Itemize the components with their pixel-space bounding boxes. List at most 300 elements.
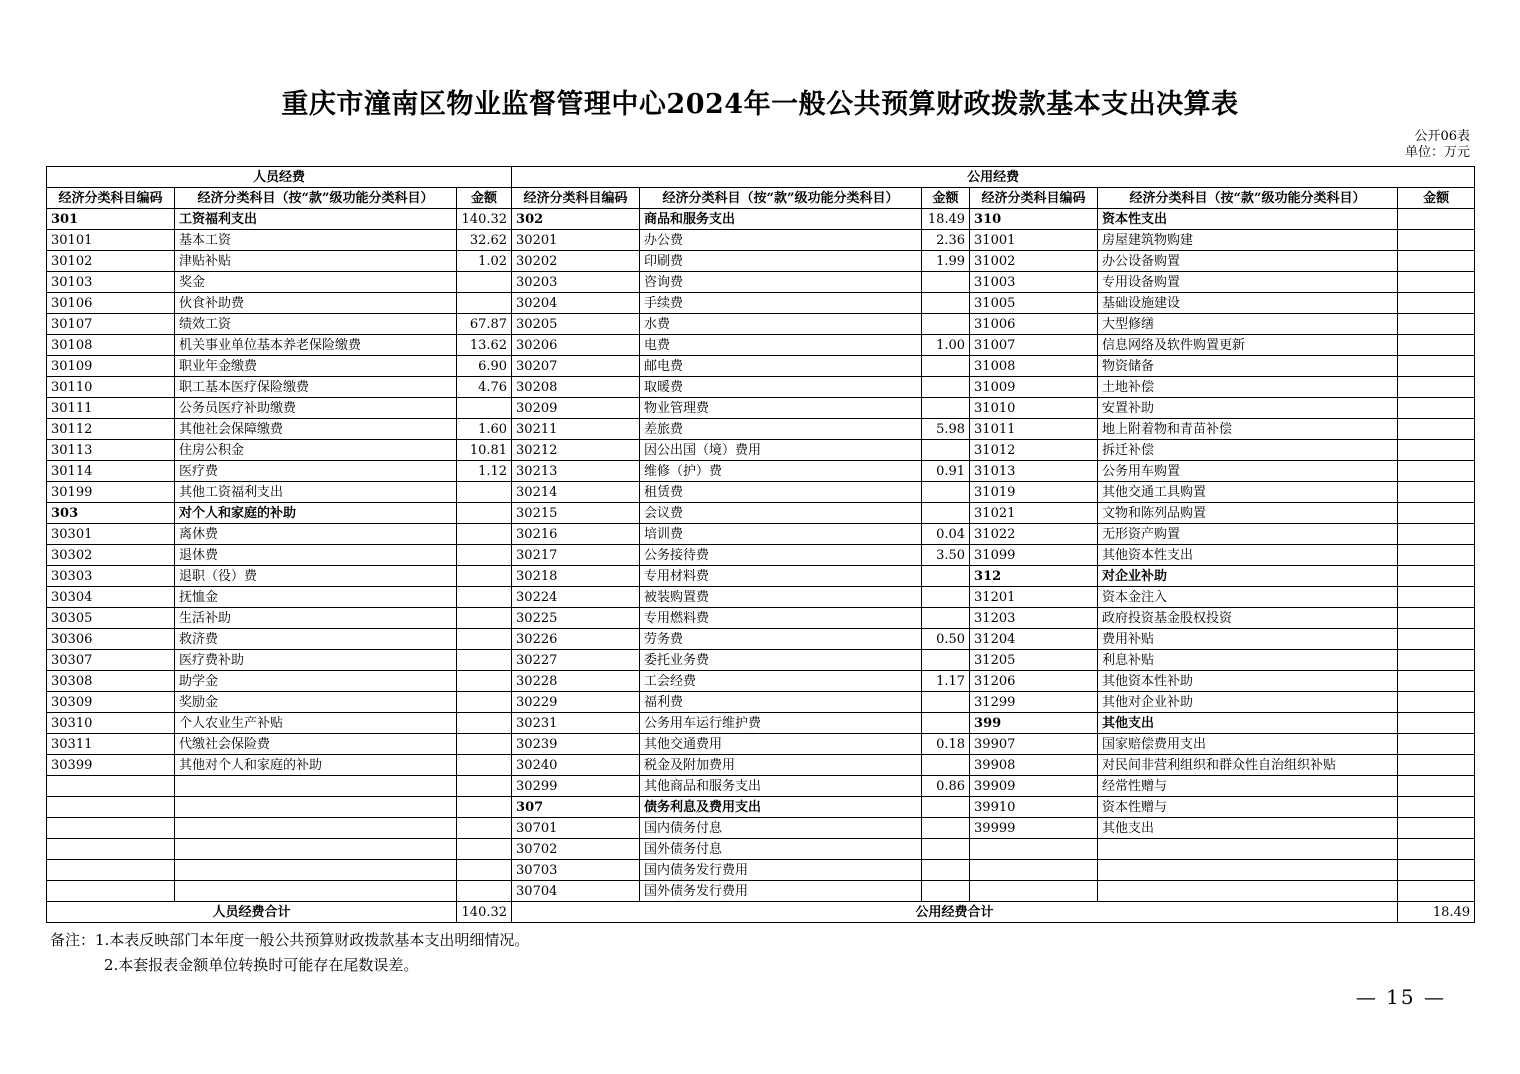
amount-cell <box>457 272 512 293</box>
name-cell: 维修（护）费 <box>640 461 922 482</box>
code-cell: 30311 <box>47 734 175 755</box>
amount-cell <box>1398 608 1475 629</box>
name-cell <box>1098 860 1398 881</box>
amount-cell <box>922 566 970 587</box>
code-cell: 30399 <box>47 755 175 776</box>
table-row <box>47 839 1475 860</box>
name-cell: 退职（役）费 <box>175 566 457 587</box>
code-cell: 31201 <box>970 587 1098 608</box>
table-row <box>47 650 1475 671</box>
amount-cell <box>922 314 970 335</box>
table-row <box>47 230 1475 251</box>
code-cell: 30214 <box>512 482 640 503</box>
amount-cell <box>1398 209 1475 230</box>
header-amount: 金额 <box>457 188 512 209</box>
page-number: — 15 — <box>1355 985 1446 1009</box>
code-cell <box>47 818 175 839</box>
code-cell: 30208 <box>512 377 640 398</box>
name-cell: 无形资产购置 <box>1098 524 1398 545</box>
name-cell: 退休费 <box>175 545 457 566</box>
amount-cell <box>457 293 512 314</box>
amount-cell <box>457 776 512 797</box>
code-cell: 30229 <box>512 692 640 713</box>
amount-cell: 6.90 <box>457 356 512 377</box>
code-cell: 30310 <box>47 713 175 734</box>
code-cell: 30111 <box>47 398 175 419</box>
amount-cell: 3.50 <box>922 545 970 566</box>
name-cell: 工资福利支出 <box>175 209 457 230</box>
code-cell: 39907 <box>970 734 1098 755</box>
code-cell: 30702 <box>512 839 640 860</box>
name-cell: 个人农业生产补贴 <box>175 713 457 734</box>
table-number: 公开06表 <box>1414 129 1470 144</box>
code-cell: 30239 <box>512 734 640 755</box>
table-row <box>47 419 1475 440</box>
table-row <box>47 209 1475 230</box>
amount-cell: 32.62 <box>457 230 512 251</box>
code-cell <box>47 797 175 818</box>
table-row <box>47 608 1475 629</box>
amount-cell <box>1398 692 1475 713</box>
code-cell: 31005 <box>970 293 1098 314</box>
name-cell: 国外债务付息 <box>640 839 922 860</box>
amount-cell <box>922 377 970 398</box>
amount-cell: 1.60 <box>457 419 512 440</box>
name-cell <box>175 818 457 839</box>
code-cell: 31006 <box>970 314 1098 335</box>
name-cell: 资本金注入 <box>1098 587 1398 608</box>
name-cell: 地上附着物和青苗补偿 <box>1098 419 1398 440</box>
name-cell: 水费 <box>640 314 922 335</box>
name-cell: 拆迁补偿 <box>1098 440 1398 461</box>
name-cell <box>1098 881 1398 902</box>
amount-cell: 0.18 <box>922 734 970 755</box>
name-cell: 信息网络及软件购置更新 <box>1098 335 1398 356</box>
code-cell: 30206 <box>512 335 640 356</box>
amount-cell: 0.04 <box>922 524 970 545</box>
code-cell: 30106 <box>47 293 175 314</box>
name-cell: 商品和服务支出 <box>640 209 922 230</box>
header-name: 经济分类科目（按“款”级功能分类科目） <box>175 188 457 209</box>
table-row <box>47 776 1475 797</box>
code-cell: 30304 <box>47 587 175 608</box>
name-cell: 伙食补助费 <box>175 293 457 314</box>
name-cell: 国内债务付息 <box>640 818 922 839</box>
name-cell: 劳务费 <box>640 629 922 650</box>
name-cell: 安置补助 <box>1098 398 1398 419</box>
code-cell: 30209 <box>512 398 640 419</box>
table-row <box>47 692 1475 713</box>
amount-cell <box>1398 419 1475 440</box>
name-cell: 取暖费 <box>640 377 922 398</box>
name-cell: 其他交通费用 <box>640 734 922 755</box>
amount-cell <box>457 671 512 692</box>
amount-cell <box>1398 545 1475 566</box>
amount-cell: 5.98 <box>922 419 970 440</box>
code-cell <box>970 839 1098 860</box>
code-cell: 30112 <box>47 419 175 440</box>
name-cell: 对企业补助 <box>1098 566 1398 587</box>
amount-cell <box>1398 818 1475 839</box>
code-cell: 30703 <box>512 860 640 881</box>
code-cell: 30107 <box>47 314 175 335</box>
name-cell: 大型修缮 <box>1098 314 1398 335</box>
name-cell: 公务用车运行维护费 <box>640 713 922 734</box>
code-cell <box>47 839 175 860</box>
amount-cell: 2.36 <box>922 230 970 251</box>
name-cell: 手续费 <box>640 293 922 314</box>
amount-cell: 140.32 <box>457 209 512 230</box>
code-cell: 31010 <box>970 398 1098 419</box>
name-cell: 公务员医疗补助缴费 <box>175 398 457 419</box>
name-cell: 培训费 <box>640 524 922 545</box>
amount-cell: 1.12 <box>457 461 512 482</box>
name-cell: 债务利息及费用支出 <box>640 797 922 818</box>
amount-cell <box>1398 713 1475 734</box>
code-cell: 31299 <box>970 692 1098 713</box>
code-cell: 30204 <box>512 293 640 314</box>
amount-cell <box>1398 734 1475 755</box>
name-cell: 房屋建筑物购建 <box>1098 230 1398 251</box>
code-cell: 30201 <box>512 230 640 251</box>
name-cell <box>1098 839 1398 860</box>
table-row <box>47 377 1475 398</box>
name-cell: 其他资本性补助 <box>1098 671 1398 692</box>
amount-cell <box>922 398 970 419</box>
amount-cell: 4.76 <box>457 377 512 398</box>
name-cell: 资本性支出 <box>1098 209 1398 230</box>
code-cell: 39999 <box>970 818 1098 839</box>
amount-cell <box>1398 881 1475 902</box>
table-row <box>47 797 1475 818</box>
amount-cell <box>922 839 970 860</box>
amount-cell <box>457 839 512 860</box>
code-cell: 30110 <box>47 377 175 398</box>
name-cell: 职工基本医疗保险缴费 <box>175 377 457 398</box>
table-row <box>47 524 1475 545</box>
amount-cell <box>1398 461 1475 482</box>
public-total-value: 18.49 <box>1398 902 1475 923</box>
code-cell: 30301 <box>47 524 175 545</box>
name-cell: 印刷费 <box>640 251 922 272</box>
table-row <box>47 755 1475 776</box>
code-cell: 30308 <box>47 671 175 692</box>
code-cell: 30306 <box>47 629 175 650</box>
header-code: 经济分类科目编码 <box>970 188 1098 209</box>
note-2: 2.本套报表金额单位转换时可能存在尾数误差。 <box>104 956 419 974</box>
amount-cell <box>1398 251 1475 272</box>
amount-cell <box>457 566 512 587</box>
code-cell: 30108 <box>47 335 175 356</box>
code-cell: 39908 <box>970 755 1098 776</box>
name-cell: 离休费 <box>175 524 457 545</box>
code-cell: 303 <box>47 503 175 524</box>
amount-cell: 0.50 <box>922 629 970 650</box>
table-row <box>47 461 1475 482</box>
amount-cell: 1.02 <box>457 251 512 272</box>
code-cell: 31099 <box>970 545 1098 566</box>
code-cell: 31009 <box>970 377 1098 398</box>
table-row <box>47 587 1475 608</box>
amount-cell <box>1398 293 1475 314</box>
amount-cell: 10.81 <box>457 440 512 461</box>
code-cell: 307 <box>512 797 640 818</box>
amount-cell <box>457 818 512 839</box>
amount-cell <box>922 440 970 461</box>
amount-cell <box>457 545 512 566</box>
code-cell: 31206 <box>970 671 1098 692</box>
amount-cell <box>1398 272 1475 293</box>
name-cell: 代缴社会保险费 <box>175 734 457 755</box>
amount-cell <box>457 629 512 650</box>
code-cell: 31021 <box>970 503 1098 524</box>
name-cell: 会议费 <box>640 503 922 524</box>
name-cell: 其他支出 <box>1098 713 1398 734</box>
amount-cell <box>457 524 512 545</box>
code-cell: 31001 <box>970 230 1098 251</box>
code-cell: 30102 <box>47 251 175 272</box>
amount-cell <box>1398 335 1475 356</box>
amount-cell <box>457 713 512 734</box>
code-cell: 312 <box>970 566 1098 587</box>
amount-cell <box>457 482 512 503</box>
amount-cell <box>1398 755 1475 776</box>
code-cell: 31013 <box>970 461 1098 482</box>
code-cell: 302 <box>512 209 640 230</box>
name-cell: 电费 <box>640 335 922 356</box>
table-row <box>47 482 1475 503</box>
amount-cell <box>457 860 512 881</box>
amount-cell <box>1398 398 1475 419</box>
amount-cell <box>457 734 512 755</box>
amount-cell <box>1398 230 1475 251</box>
public-total-label: 公用经费合计 <box>512 902 1398 923</box>
code-cell: 30202 <box>512 251 640 272</box>
name-cell <box>175 776 457 797</box>
code-cell: 30307 <box>47 650 175 671</box>
amount-cell <box>922 503 970 524</box>
code-cell: 30114 <box>47 461 175 482</box>
code-cell: 30227 <box>512 650 640 671</box>
amount-cell <box>1398 524 1475 545</box>
amount-cell <box>1398 503 1475 524</box>
amount-cell <box>922 650 970 671</box>
name-cell: 费用补贴 <box>1098 629 1398 650</box>
amount-cell <box>1398 440 1475 461</box>
amount-cell: 1.17 <box>922 671 970 692</box>
name-cell <box>175 860 457 881</box>
table-row <box>47 272 1475 293</box>
amount-cell <box>457 650 512 671</box>
name-cell: 救济费 <box>175 629 457 650</box>
name-cell: 基础设施建设 <box>1098 293 1398 314</box>
code-cell: 30704 <box>512 881 640 902</box>
amount-cell <box>922 881 970 902</box>
amount-cell <box>457 608 512 629</box>
name-cell: 国内债务发行费用 <box>640 860 922 881</box>
header-amount: 金额 <box>922 188 970 209</box>
table-row <box>47 860 1475 881</box>
name-cell: 咨询费 <box>640 272 922 293</box>
code-cell: 30701 <box>512 818 640 839</box>
table-row <box>47 356 1475 377</box>
amount-cell <box>457 398 512 419</box>
code-cell: 30199 <box>47 482 175 503</box>
amount-cell <box>457 881 512 902</box>
amount-cell <box>922 797 970 818</box>
code-cell: 31008 <box>970 356 1098 377</box>
header-amount: 金额 <box>1398 188 1475 209</box>
note-1: 备注：1.本表反映部门本年度一般公共预算财政拨款基本支出明细情况。 <box>50 931 530 949</box>
code-cell: 30217 <box>512 545 640 566</box>
code-cell: 30309 <box>47 692 175 713</box>
amount-cell: 13.62 <box>457 335 512 356</box>
name-cell: 助学金 <box>175 671 457 692</box>
amount-cell <box>1398 587 1475 608</box>
name-cell: 土地补偿 <box>1098 377 1398 398</box>
name-cell: 经常性赠与 <box>1098 776 1398 797</box>
name-cell: 医疗费 <box>175 461 457 482</box>
name-cell: 生活补助 <box>175 608 457 629</box>
code-cell: 31203 <box>970 608 1098 629</box>
code-cell: 39910 <box>970 797 1098 818</box>
amount-cell <box>922 713 970 734</box>
name-cell: 其他支出 <box>1098 818 1398 839</box>
code-cell: 31022 <box>970 524 1098 545</box>
code-cell: 30240 <box>512 755 640 776</box>
table-row <box>47 818 1475 839</box>
group-public: 公用经费 <box>512 167 1475 188</box>
code-cell: 30303 <box>47 566 175 587</box>
group-personnel: 人员经费 <box>47 167 512 188</box>
header-name: 经济分类科目（按“款”级功能分类科目） <box>1098 188 1398 209</box>
code-cell: 30228 <box>512 671 640 692</box>
name-cell: 住房公积金 <box>175 440 457 461</box>
code-cell: 30218 <box>512 566 640 587</box>
table-row <box>47 545 1475 566</box>
code-cell: 30224 <box>512 587 640 608</box>
name-cell: 奖励金 <box>175 692 457 713</box>
amount-cell <box>457 692 512 713</box>
amount-cell <box>922 356 970 377</box>
name-cell: 对民间非营利组织和群众性自治组织补贴 <box>1098 755 1398 776</box>
name-cell: 税金及附加费用 <box>640 755 922 776</box>
code-cell: 30205 <box>512 314 640 335</box>
amount-cell <box>1398 629 1475 650</box>
code-cell: 30203 <box>512 272 640 293</box>
code-cell: 30211 <box>512 419 640 440</box>
page-title: 重庆市潼南区物业监督管理中心2024年一般公共预算财政拨款基本支出决算表 <box>281 89 1239 120</box>
name-cell: 因公出国（境）费用 <box>640 440 922 461</box>
amount-cell <box>1398 356 1475 377</box>
name-cell: 政府投资基金股权投资 <box>1098 608 1398 629</box>
amount-cell <box>922 293 970 314</box>
code-cell <box>47 881 175 902</box>
amount-cell: 0.91 <box>922 461 970 482</box>
code-cell: 31011 <box>970 419 1098 440</box>
amount-cell <box>922 272 970 293</box>
amount-cell <box>1398 314 1475 335</box>
code-cell: 39909 <box>970 776 1098 797</box>
amount-cell <box>1398 860 1475 881</box>
amount-cell <box>457 797 512 818</box>
amount-cell <box>922 587 970 608</box>
amount-cell <box>922 818 970 839</box>
name-cell: 差旅费 <box>640 419 922 440</box>
amount-cell <box>922 692 970 713</box>
code-cell <box>47 860 175 881</box>
name-cell: 其他工资福利支出 <box>175 482 457 503</box>
amount-cell: 1.00 <box>922 335 970 356</box>
code-cell <box>970 860 1098 881</box>
amount-cell: 67.87 <box>457 314 512 335</box>
code-cell: 31205 <box>970 650 1098 671</box>
code-cell: 31012 <box>970 440 1098 461</box>
amount-cell <box>1398 839 1475 860</box>
name-cell: 职业年金缴费 <box>175 356 457 377</box>
header-code: 经济分类科目编码 <box>512 188 640 209</box>
code-cell: 30299 <box>512 776 640 797</box>
amount-cell: 0.86 <box>922 776 970 797</box>
totals-row <box>47 902 1475 923</box>
table-row <box>47 314 1475 335</box>
name-cell: 福利费 <box>640 692 922 713</box>
name-cell: 国家赔偿费用支出 <box>1098 734 1398 755</box>
name-cell: 委托业务费 <box>640 650 922 671</box>
code-cell: 30113 <box>47 440 175 461</box>
amount-cell <box>1398 776 1475 797</box>
table-row <box>47 566 1475 587</box>
name-cell: 其他交通工具购置 <box>1098 482 1398 503</box>
name-cell: 其他资本性支出 <box>1098 545 1398 566</box>
code-cell <box>970 881 1098 902</box>
name-cell: 物资储备 <box>1098 356 1398 377</box>
code-cell: 30101 <box>47 230 175 251</box>
table-row <box>47 251 1475 272</box>
amount-cell <box>1398 377 1475 398</box>
table-row <box>47 881 1475 902</box>
name-cell <box>175 881 457 902</box>
name-cell: 专用设备购置 <box>1098 272 1398 293</box>
name-cell: 专用材料费 <box>640 566 922 587</box>
name-cell: 邮电费 <box>640 356 922 377</box>
table-row <box>47 503 1475 524</box>
amount-cell <box>1398 566 1475 587</box>
amount-cell <box>457 587 512 608</box>
column-header-row <box>47 188 1475 209</box>
table-row <box>47 335 1475 356</box>
code-cell <box>47 776 175 797</box>
amount-cell <box>922 755 970 776</box>
code-cell: 31002 <box>970 251 1098 272</box>
table-row <box>47 629 1475 650</box>
code-cell: 31003 <box>970 272 1098 293</box>
amount-cell <box>1398 671 1475 692</box>
table-row <box>47 440 1475 461</box>
name-cell: 文物和陈列品购置 <box>1098 503 1398 524</box>
code-cell: 30109 <box>47 356 175 377</box>
name-cell: 机关事业单位基本养老保险缴费 <box>175 335 457 356</box>
name-cell: 利息补贴 <box>1098 650 1398 671</box>
amount-cell <box>1398 482 1475 503</box>
name-cell: 物业管理费 <box>640 398 922 419</box>
name-cell <box>175 839 457 860</box>
table-row <box>47 293 1475 314</box>
unit-label: 单位：万元 <box>1404 145 1470 160</box>
amount-cell: 18.49 <box>922 209 970 230</box>
code-cell: 31019 <box>970 482 1098 503</box>
name-cell <box>175 797 457 818</box>
